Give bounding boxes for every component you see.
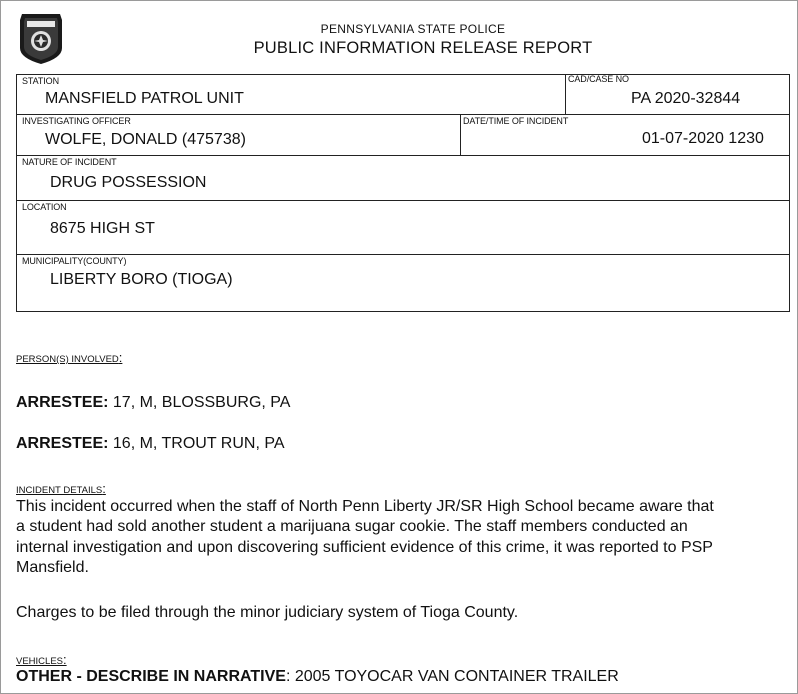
location-label: LOCATION	[22, 202, 67, 212]
arrestee-role: ARRESTEE:	[16, 435, 109, 452]
narrative-line: This incident occurred when the staff of North Penn Liberty JR/SR High School became aware that	[16, 498, 714, 515]
vehicle-row	[16, 667, 619, 687]
vehicle-description: : 2005 TOYOCAR VAN CONTAINER TRAILER	[285, 668, 619, 685]
case-no-label: CAD/CASE NO	[568, 74, 629, 84]
narrative-line: internal investigation and upon discovering sufficient evidence of this crime, it was reported to PSP	[16, 538, 713, 556]
station-label: STATION	[22, 76, 59, 86]
narrative-line: a student had sold another student a marijuana sugar cookie. The staff members conducted an	[16, 518, 688, 536]
officer-label: INVESTIGATING OFFICER	[22, 116, 131, 126]
form-divider	[460, 114, 461, 155]
municipality-value: LIBERTY BORO (TIOGA)	[50, 271, 233, 288]
vehicle-type: OTHER - DESCRIBE IN NARRATIVE	[16, 668, 286, 685]
arrestee-row	[16, 434, 284, 454]
charges-text: Charges to be filed through the minor judiciary system of Tioga County.	[16, 604, 519, 621]
incident-form	[16, 74, 790, 312]
narrative-line: Mansfield.	[16, 558, 89, 576]
form-rule	[17, 254, 789, 255]
incident-narrative	[16, 497, 796, 578]
arrestee-role: ARRESTEE:	[16, 394, 109, 411]
form-rule	[17, 200, 789, 201]
datetime-value: 01-07-2020 1230	[642, 130, 764, 147]
incident-heading-row: INCIDENT DETAILS:	[16, 481, 106, 496]
arrestee-details: 16, M, TROUT RUN, PA	[108, 435, 285, 452]
form-divider	[565, 75, 566, 114]
officer-value: WOLFE, DONALD (475738)	[45, 131, 246, 148]
vehicles-heading: VEHICLES	[16, 656, 63, 667]
municipality-label: MUNICIPALITY(COUNTY)	[22, 256, 127, 266]
persons-heading: PERSON(S) INVOLVED	[16, 354, 119, 365]
station-value: MANSFIELD PATROL UNIT	[45, 90, 244, 107]
datetime-label: DATE/TIME OF INCIDENT	[463, 116, 569, 126]
case-no-value: PA 2020-32844	[631, 90, 741, 107]
report-title: PUBLIC INFORMATION RELEASE REPORT	[253, 39, 593, 57]
incident-heading: INCIDENT DETAILS	[16, 485, 103, 496]
location-value: 8675 HIGH ST	[50, 220, 155, 237]
persons-heading-row: PERSON(S) INVOLVED:	[16, 350, 123, 365]
agency-name: PENNSYLVANIA STATE POLICE	[320, 22, 506, 36]
vehicles-heading-row: VEHICLES:	[16, 652, 67, 667]
arrestee-details: 17, M, BLOSSBURG, PA	[108, 394, 291, 411]
arrestee-row	[16, 393, 290, 413]
form-rule	[17, 114, 789, 115]
nature-value: DRUG POSSESSION	[50, 174, 207, 191]
nature-label: NATURE OF INCIDENT	[22, 157, 117, 167]
form-rule	[17, 155, 789, 156]
